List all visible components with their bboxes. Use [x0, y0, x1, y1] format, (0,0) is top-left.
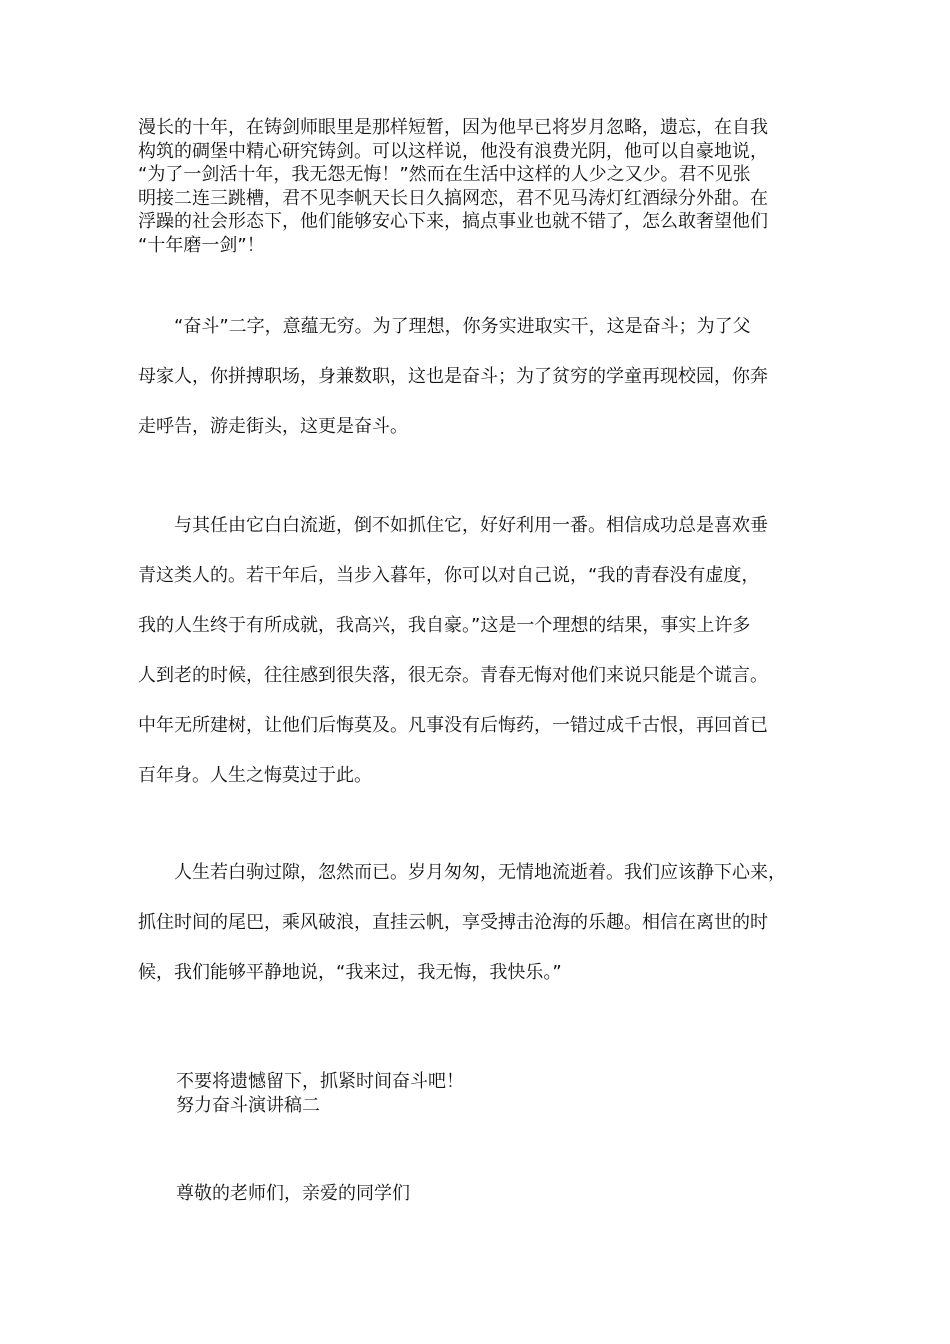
paragraph-3 — [138, 501, 828, 801]
text-line: 明接二连三跳槽，君不见李帆天长日久搞网恋，君不见马涛灯红酒绿分外甜。在 — [138, 187, 768, 209]
paragraph-4 — [138, 848, 828, 998]
text-line: “十年磨一剑”！ — [138, 234, 265, 256]
text-line: 母家人，你拼搏职场，身兼数职，这也是奋斗；为了贫穷的学童再现校园，你奔 — [138, 366, 768, 387]
text-line: 人生若白驹过隙，忽然而已。岁月匆匆，无情地流逝着。我们应该静下心来， — [174, 862, 786, 883]
text-line: 漫长的十年，在铸剑师眼里是那样短暂，因为他早已将岁月忽略，遗忘，在自我 — [138, 117, 768, 138]
salutation: 尊敬的老师们，亲爱的同学们 — [176, 1183, 410, 1204]
text-line: 走呼告，游走街头，这更是奋斗。 — [138, 416, 408, 437]
text-line: 与其任由它白白流逝，倒不如抓住它，好好利用一番。相信成功总是喜欢垂 — [174, 515, 768, 536]
text-line: “奋斗”二字，意蕴无穷。为了理想，你务实进取实干，这是奋斗；为了父 — [174, 316, 751, 337]
text-line: 百年身。人生之悔莫过于此。 — [138, 765, 372, 786]
paragraph-1 — [138, 116, 828, 257]
paragraph-2 — [138, 302, 828, 452]
text-line: 构筑的碉堡中精心研究铸剑。可以这样说，他没有浪费光阴，他可以自豪地说， — [138, 140, 768, 162]
text-line: 浮躁的社会形态下，他们能够安心下来，搞点事业也就不错了，怎么敢奢望他们 — [138, 211, 768, 232]
text-line: 候，我们能够平静地说，“我来过，我无悔，我快乐。” — [138, 962, 562, 983]
closing-line: 不要将遗憾留下，抓紧时间奋斗吧！ — [176, 1071, 464, 1092]
text-line: 青这类人的。若干年后，当步入暮年，你可以对自己说，“我的青春没有虚度， — [138, 565, 760, 586]
text-line: 人到老的时候，往往感到很失落，很无奈。青春无悔对他们来说只能是个谎言。 — [138, 665, 768, 686]
text-line: 我的人生终于有所成就，我高兴，我自豪。”这是一个理想的结果，事实上许多 — [138, 615, 751, 636]
next-section-title: 努力奋斗演讲稿二 — [176, 1095, 320, 1116]
text-line: “为了一剑活十年，我无怨无悔！”然而在生活中这样的人少之又少。君不见张 — [138, 164, 751, 185]
text-line: 中年无所建树，让他们后悔莫及。凡事没有后悔药，一错过成千古恨，再回首已 — [138, 715, 768, 736]
text-line: 抓住时间的尾巴，乘风破浪，直挂云帆，享受搏击沧海的乐趣。相信在离世的时 — [138, 912, 768, 933]
